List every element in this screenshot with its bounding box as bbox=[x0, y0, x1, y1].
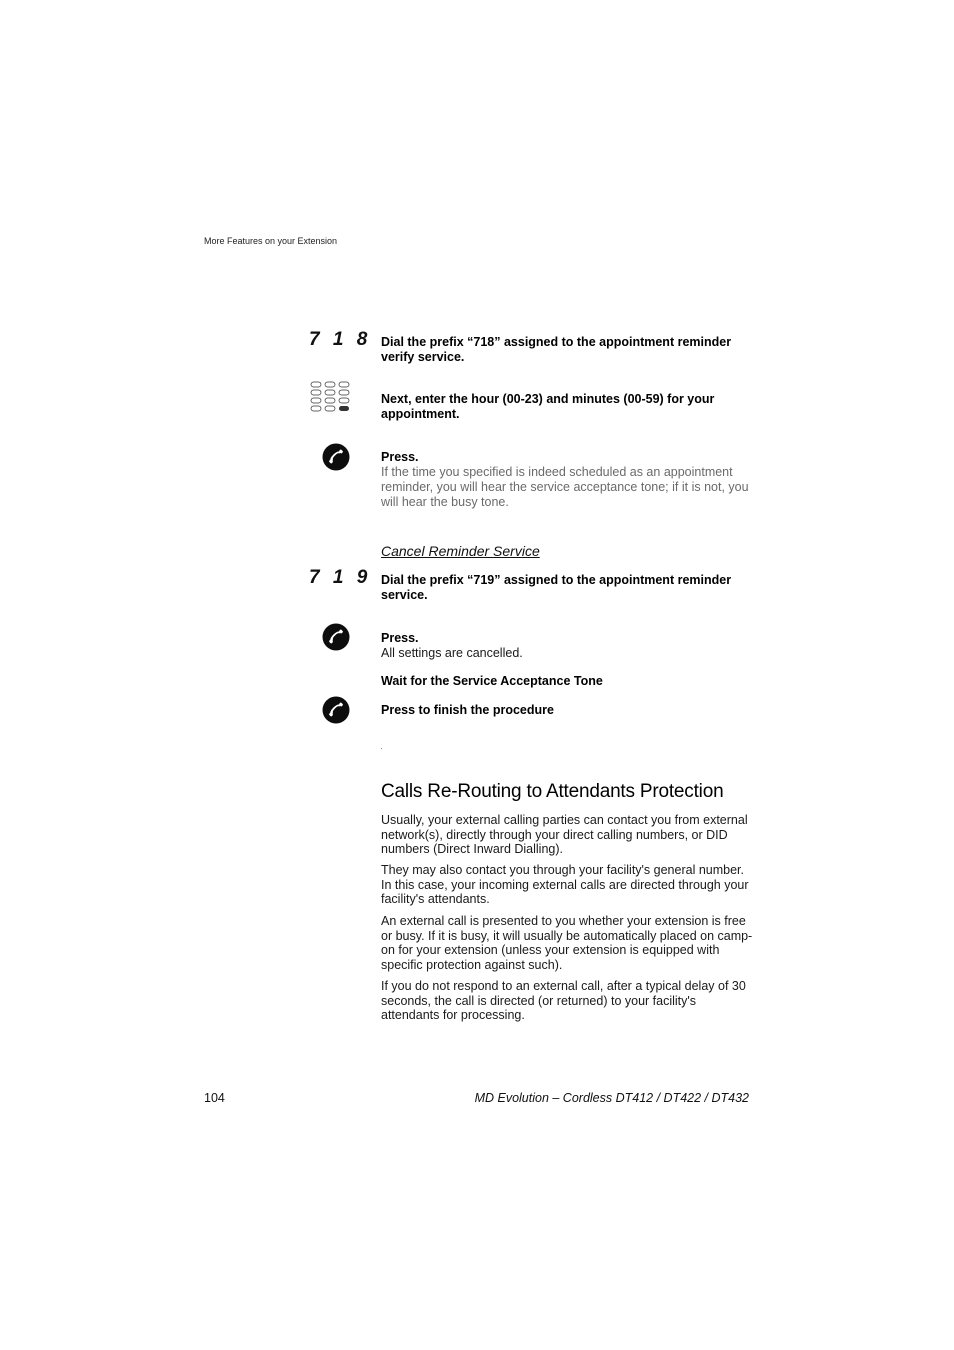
paragraph: Usually, your external calling parties can contact you from external network(s), directly through your direct calling numbers, or DID numbers (Direct Inward Dialling). bbox=[381, 813, 748, 857]
handset-icon bbox=[322, 623, 350, 651]
step-dial-718: Dial the prefix “718” assigned to the appointment reminder verify service. bbox=[381, 335, 732, 364]
step-press-detail: All settings are cancelled. bbox=[381, 646, 523, 660]
step-press-2 bbox=[381, 631, 753, 661]
handset-icon bbox=[322, 443, 350, 471]
paragraph: They may also contact you through your facility's general number. In this case, your incoming external calls are directed through your facility's attendants. bbox=[381, 863, 749, 907]
keypad-icon bbox=[310, 381, 352, 415]
step-press-finish: Press to finish the procedure bbox=[381, 703, 554, 717]
paragraph: If you do not respond to an external call, after a typical delay of 30 seconds, the call is directed (or returned) to your facility's attendants for processing. bbox=[381, 979, 746, 1023]
step-press-1 bbox=[381, 450, 753, 510]
running-header: More Features on your Extension bbox=[204, 236, 338, 246]
step-wait-tone: Wait for the Service Acceptance Tone bbox=[381, 674, 603, 688]
paragraph: An external call is presented to you whether your extension is free or busy. If it is busy, it will usually be automatically placed on camp-on for your extension (unless your extension is equipped with specific protection against such). bbox=[381, 914, 753, 972]
step-press-detail: If the time you specified is indeed scheduled as an appointment reminder, you will hear the service acceptance tone; if it is not, you will hear the busy tone. bbox=[381, 465, 749, 509]
handset-icon bbox=[322, 696, 350, 724]
prefix-code-719: 7 1 9 bbox=[309, 567, 372, 588]
step-press-label: Press. bbox=[381, 631, 419, 645]
step-press-label: Press. bbox=[381, 450, 419, 464]
stray-dot bbox=[381, 748, 382, 749]
section-title: Calls Re-Routing to Attendants Protection bbox=[381, 781, 724, 802]
step-enter-time: Next, enter the hour (00-23) and minutes (00-59) for your appointment. bbox=[381, 392, 715, 421]
page-number: 104 bbox=[204, 1091, 225, 1105]
document-title: MD Evolution – Cordless DT412 / DT422 / DT432 bbox=[474, 1091, 749, 1105]
step-dial-719: Dial the prefix “719” assigned to the appointment reminder service. bbox=[381, 573, 732, 602]
cancel-reminder-subheading: Cancel Reminder Service bbox=[381, 543, 540, 559]
prefix-code-718: 7 1 8 bbox=[309, 329, 372, 350]
